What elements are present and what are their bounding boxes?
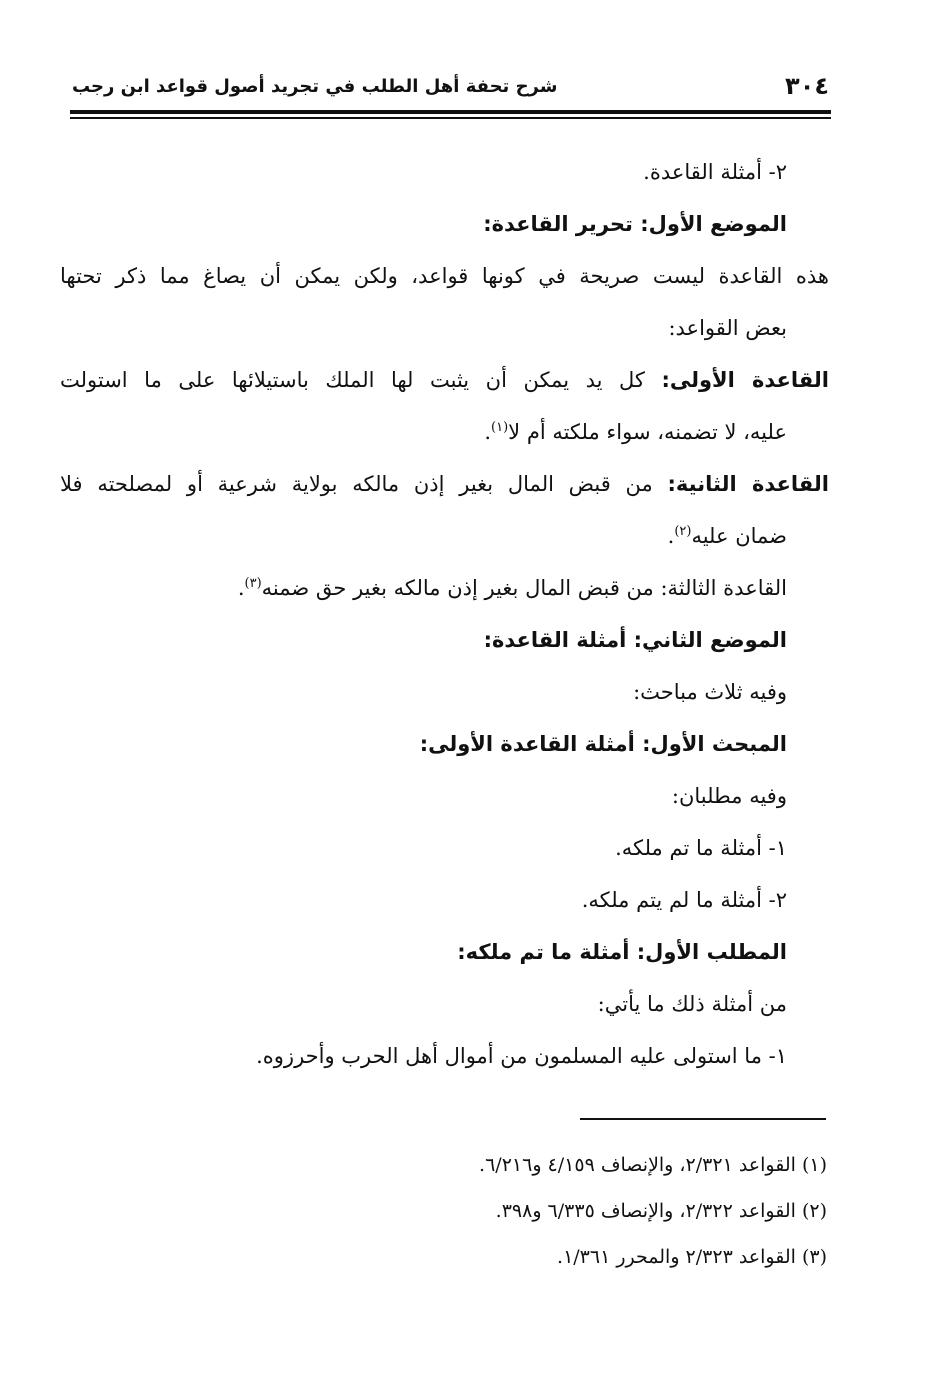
- rule-three-line: [78, 562, 787, 614]
- subsection-heading: المطلب الأول: أمثلة ما تم ملكه:: [457, 940, 787, 964]
- rule-two-text: من قبض المال بغير إذن مالكه بولاية شرعية أو لمصلحته فلا: [60, 472, 668, 496]
- running-title: شرح تحفة أهل الطلب في تجريد أصول قواعد ابن رجب: [72, 75, 558, 97]
- footnote: (١) القواعد ٢/٣٢١، والإنصاف ٤/١٥٩ و٦/٢١٦.: [479, 1154, 827, 1176]
- paragraph-line: هذه القاعدة ليست صريحة في كونها قواعد، ولكن يمكن أن يصاغ مما ذكر تحتها: [60, 264, 829, 288]
- period: .: [237, 576, 245, 600]
- footnotes: [479, 1142, 827, 1280]
- paragraph-line: وفيه مطلبان:: [671, 784, 787, 808]
- rule-two-continuation: [78, 510, 787, 562]
- subsection-heading: المبحث الأول: أمثلة القاعدة الأولى:: [419, 732, 787, 756]
- section-heading: الموضع الثاني: أمثلة القاعدة:: [483, 628, 787, 652]
- period: .: [484, 420, 492, 444]
- footnote-separator: [580, 1118, 826, 1120]
- footnote: (٣) القواعد ٢/٣٢٣ والمحرر ١/٣٦١.: [557, 1246, 827, 1268]
- page-header: [72, 68, 829, 104]
- period: .: [667, 524, 675, 548]
- main-text: [60, 146, 829, 1082]
- paragraph-line: من أمثلة ذلك ما يأتي:: [597, 992, 787, 1016]
- rule-one-label: القاعدة الأولى:: [661, 368, 829, 392]
- rule-one-text: كل يد يمكن أن يثبت لها الملك باستيلائها على ما استولت: [60, 368, 662, 392]
- list-item: ١- ما استولى عليه المسلمون من أموال أهل الحرب وأحرزوه.: [256, 1044, 787, 1068]
- footnote: (٢) القواعد ٢/٣٢٢، والإنصاف ٦/٣٣٥ و٣٩٨.: [495, 1200, 827, 1222]
- header-rule-thick: [70, 110, 831, 114]
- rule-one-continuation: [78, 406, 787, 458]
- footnote-marker: (١): [491, 420, 509, 435]
- list-item: ١- أمثلة ما تم ملكه.: [615, 836, 787, 860]
- page-number: ٣٠٤: [785, 72, 829, 100]
- rule-two-text-end: ضمان عليه: [691, 524, 787, 548]
- rule-two-label: القاعدة الثانية:: [667, 472, 829, 496]
- paragraph-line: وفيه ثلاث مباحث:: [633, 680, 787, 704]
- list-item: ٢- أمثلة القاعدة.: [643, 160, 787, 184]
- rule-three-text: القاعدة الثالثة: من قبض المال بغير إذن مالكه بغير حق ضمنه: [261, 576, 787, 600]
- footnote-marker: (٣): [244, 576, 262, 591]
- rule-two-line: [60, 458, 829, 510]
- paragraph-line: بعض القواعد:: [668, 316, 787, 340]
- section-heading: الموضع الأول: تحرير القاعدة:: [483, 212, 787, 236]
- header-rule-thin: [70, 117, 831, 119]
- rule-one-text-end: عليه، لا تضمنه، سواء ملكته أم لا: [508, 420, 787, 444]
- footnote-marker: (٢): [674, 524, 692, 539]
- rule-one-line: [60, 354, 829, 406]
- list-item: ٢- أمثلة ما لم يتم ملكه.: [581, 888, 787, 912]
